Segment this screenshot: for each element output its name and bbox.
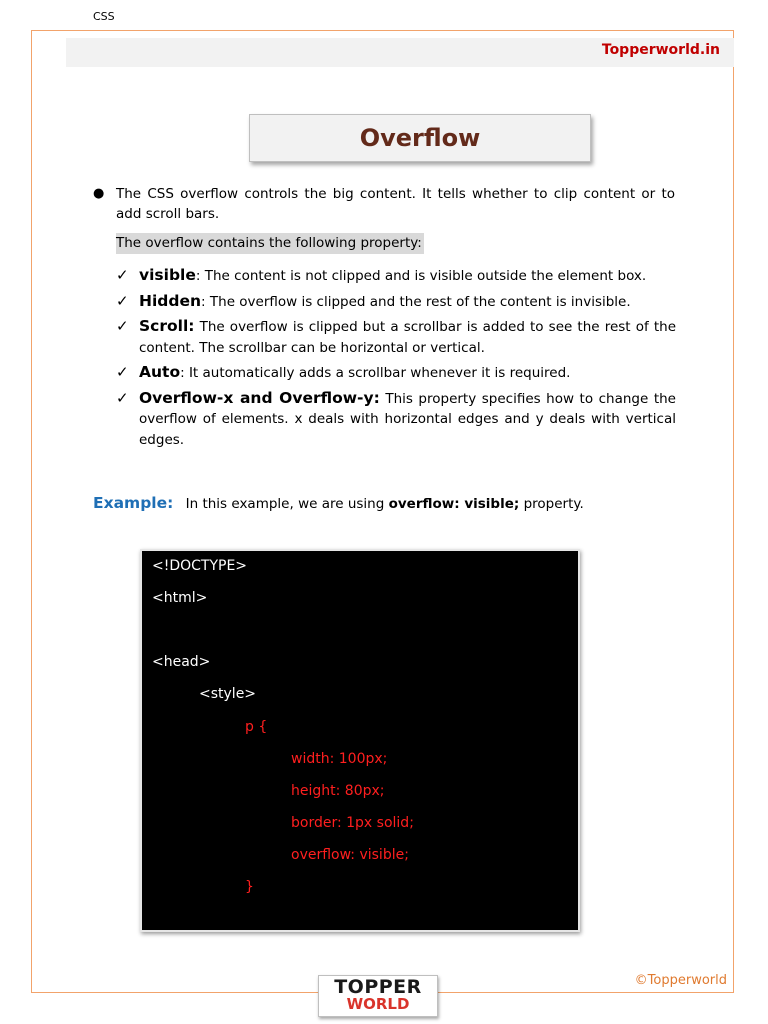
- property-list: [116, 265, 676, 454]
- property-sep: :: [201, 293, 206, 310]
- code-line: border: 1px solid;: [291, 815, 414, 831]
- footer-logo: [318, 975, 438, 1017]
- brand-name: Topperworld.in: [601, 42, 720, 58]
- code-line: <html>: [152, 590, 208, 606]
- logo-text-top: TOPPER: [334, 976, 422, 998]
- example-bold: overflow: visible;: [388, 496, 520, 512]
- page-title: Overflow: [359, 124, 481, 152]
- code-line: }: [245, 879, 254, 895]
- running-head: CSS: [93, 10, 115, 23]
- intro-bullet: [93, 184, 675, 224]
- list-item: [116, 265, 676, 287]
- title-box: [249, 114, 591, 162]
- code-line: p {: [245, 719, 268, 735]
- list-item: [116, 291, 676, 313]
- property-desc: It automatically adds a scrollbar whenever it is required.: [184, 365, 571, 381]
- property-term: Scroll:: [139, 317, 195, 335]
- property-desc: The content is not clipped and is visible outside the element box.: [200, 268, 647, 284]
- checkmark-icon: ✓: [116, 266, 129, 284]
- code-line: <head>: [152, 654, 211, 670]
- property-term: visible: [139, 266, 196, 284]
- code-line: height: 80px;: [291, 783, 385, 799]
- property-sep: :: [180, 365, 185, 381]
- code-line: <!DOCTYPE>: [152, 558, 248, 574]
- code-line: overflow: visible;: [291, 847, 409, 863]
- property-desc: The overflow is clipped but a scrollbar is added to see the rest of the content. The scrollbar can be horizontal or vertical.: [139, 319, 676, 356]
- code-line: width: 100px;: [291, 751, 388, 767]
- property-desc: This property specifies how to change the overflow of elements. x deals with horizontal edges and y deals with vertical edges.: [139, 390, 676, 448]
- property-term: Hidden: [139, 291, 202, 310]
- property-sep: :: [195, 268, 201, 284]
- code-line: <style>: [199, 686, 257, 702]
- property-term: Overflow-x and Overflow-y:: [139, 388, 380, 407]
- list-item: [116, 388, 676, 451]
- checkmark-icon: ✓: [116, 317, 129, 335]
- bullet-icon: ●: [93, 186, 105, 201]
- list-item: [116, 362, 676, 384]
- property-term: Auto: [139, 363, 181, 381]
- property-intro: The overflow contains the following property:: [116, 233, 424, 254]
- intro-text: The CSS overflow controls the big content. It tells whether to clip content or to add scroll bars.: [116, 186, 675, 222]
- checkmark-icon: ✓: [116, 291, 129, 310]
- example-text-after: property.: [519, 496, 584, 512]
- checkmark-icon: ✓: [116, 388, 129, 407]
- example-text-before: In this example, we are using: [185, 496, 389, 512]
- code-block: [140, 549, 580, 932]
- property-desc: The overflow is clipped and the rest of the content is invisible.: [205, 293, 631, 310]
- copyright: ©Topperworld: [634, 973, 727, 988]
- list-item: [116, 316, 676, 358]
- example-line: [93, 494, 584, 512]
- example-label: Example:: [93, 494, 174, 512]
- logo-text-bottom: WORLD: [346, 995, 410, 1013]
- checkmark-icon: ✓: [116, 363, 129, 381]
